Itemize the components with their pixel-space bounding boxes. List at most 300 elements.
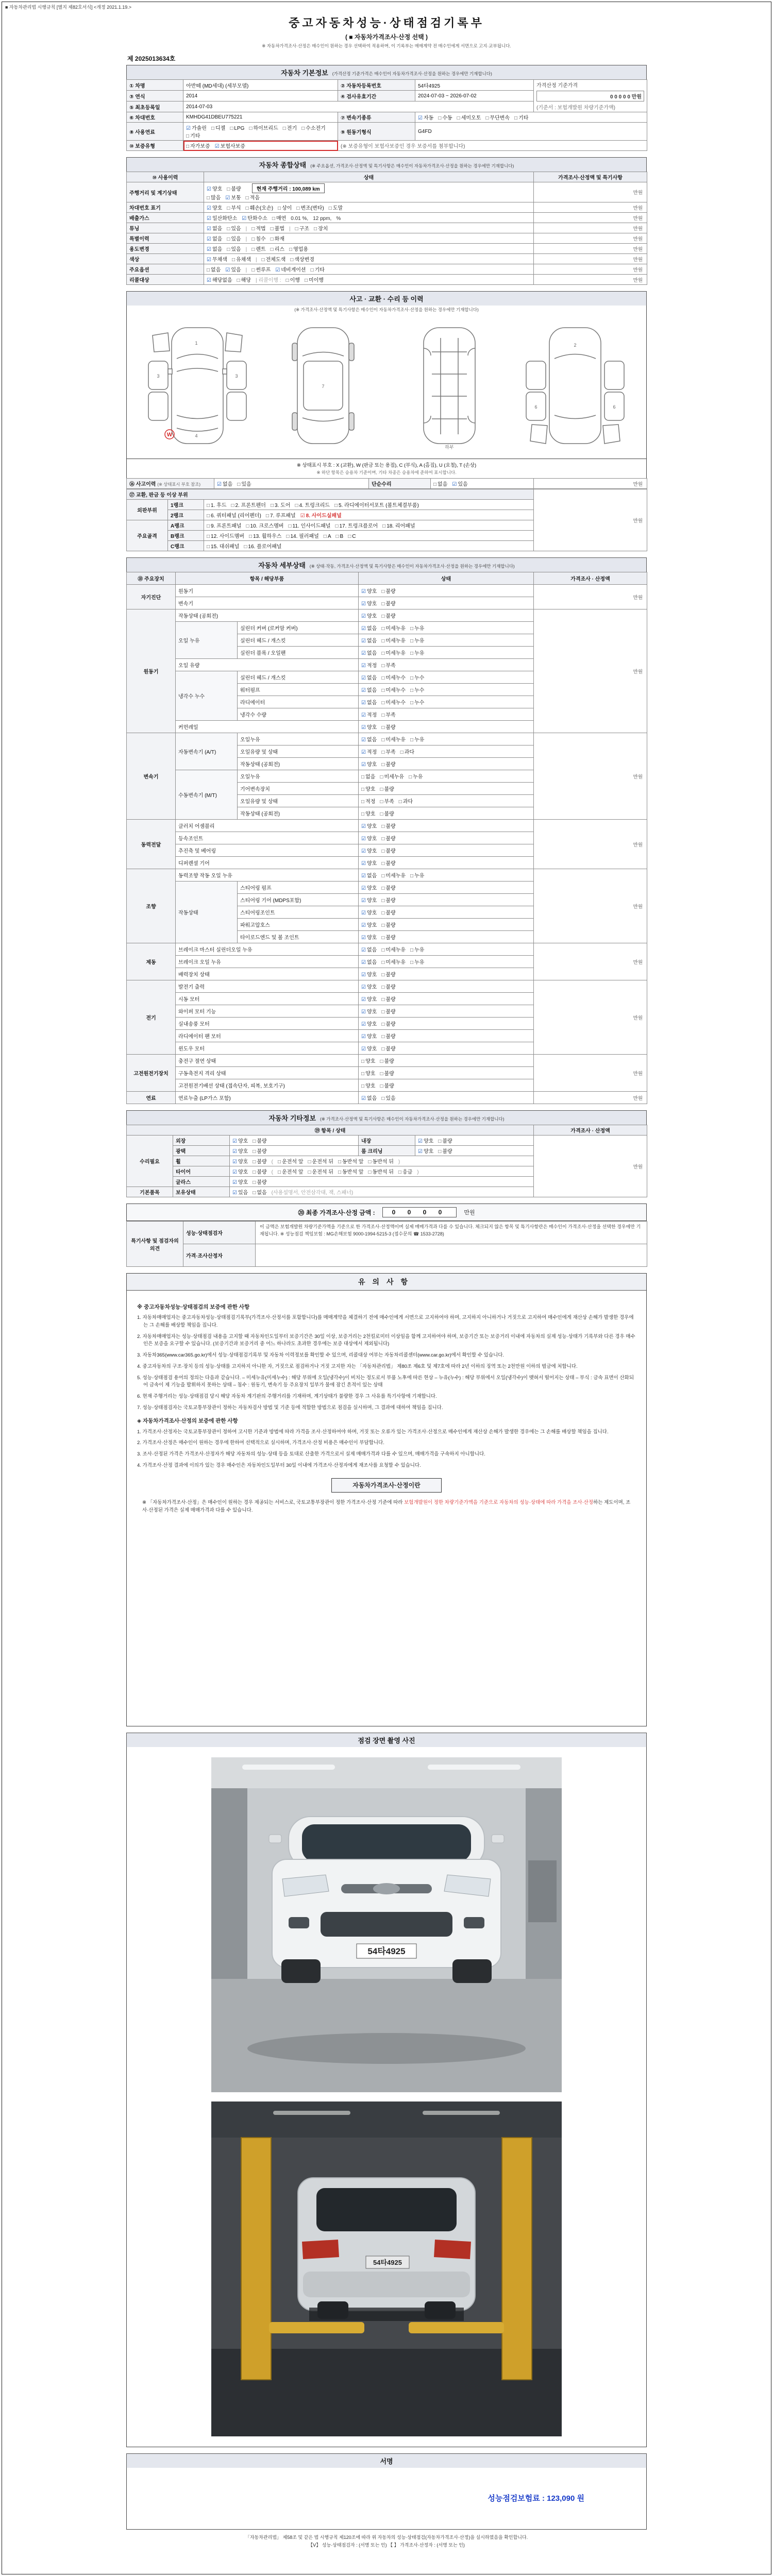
label: ⑩ 보증유형 bbox=[127, 141, 183, 151]
state bbox=[183, 123, 338, 141]
checkbox-mark: ☑ bbox=[361, 849, 366, 854]
state bbox=[230, 1146, 359, 1156]
group-label: 주요골격 bbox=[127, 520, 168, 551]
car-diagram-top bbox=[265, 320, 381, 456]
report-subtitle: ( ■ 자동차가격조사·산정 선택 ) bbox=[345, 33, 428, 41]
section-signature-title: 서명 bbox=[380, 2458, 393, 2465]
checkbox-option: ☑ 보통 bbox=[225, 195, 241, 201]
checkbox-option: □ 1. 후드 bbox=[207, 503, 227, 509]
checkbox-mark: ☑ bbox=[232, 1180, 237, 1185]
checkbox-mark: ☑ bbox=[361, 675, 366, 681]
checkbox-option: □ 불량 bbox=[380, 1071, 394, 1077]
checkbox-option: □ 미세누수 bbox=[381, 675, 406, 681]
label: 가격·조사산정자 bbox=[183, 1244, 256, 1267]
checkbox-option: ☑ 양호 bbox=[361, 923, 377, 928]
checkbox-mark: □ bbox=[270, 503, 274, 509]
checkbox-option: ☑ 있음 bbox=[232, 1190, 248, 1196]
checkbox-mark: □ bbox=[457, 115, 460, 121]
checkbox-mark: ☑ bbox=[207, 187, 211, 192]
checkbox-option: □ 누수 bbox=[410, 700, 425, 706]
accident-history-table bbox=[126, 478, 647, 489]
checkbox-mark: □ bbox=[438, 115, 442, 121]
checkbox-option: □ 장치 bbox=[314, 226, 328, 232]
checkbox-option: ☑ 양호 bbox=[232, 1159, 248, 1165]
checkbox-mark: □ bbox=[237, 278, 240, 283]
checkbox-option: ☑ 양호 bbox=[232, 1170, 248, 1175]
state bbox=[359, 622, 534, 634]
price: 만원 bbox=[534, 820, 647, 869]
label: 등속조인트 bbox=[176, 832, 359, 844]
svg-text:7: 7 bbox=[322, 384, 325, 389]
checkbox-option: □ 불량 bbox=[381, 824, 396, 829]
checkbox-mark: □ bbox=[381, 972, 385, 978]
checkbox-option: □ 미세누수 bbox=[381, 688, 406, 693]
label: ⑤ 최초등록일 bbox=[127, 101, 183, 112]
state bbox=[204, 244, 534, 254]
checkbox-option: □ 11. 인사이드패널 bbox=[288, 523, 331, 529]
checkbox-option: □ 적음 bbox=[245, 195, 260, 201]
checkbox-option: ☑ 없음 bbox=[361, 1096, 377, 1101]
checkbox-mark: ☑ bbox=[361, 713, 366, 718]
checkbox-mark: □ bbox=[334, 503, 338, 509]
checkbox-mark: □ bbox=[245, 206, 249, 211]
checkbox-option: □ 있음 bbox=[381, 1096, 396, 1101]
sub-label: 자동변속기 (A/T) bbox=[176, 733, 238, 770]
checkbox-option: ☑ 없음 bbox=[361, 638, 377, 644]
checkbox-option: □ 과다 bbox=[398, 799, 413, 805]
report-subtitle-note: ※ 자동차가격조사·산정은 매수인이 원하는 경우 선택하여 적용하며, 이 기록부는 매매계약 전 매수인에게 서면으로 고지·교부됩니다. bbox=[262, 43, 511, 48]
checkbox-mark: ☑ bbox=[361, 589, 366, 595]
state bbox=[359, 1030, 534, 1042]
checkbox-mark: ☑ bbox=[232, 1159, 237, 1165]
label: 오일누유 bbox=[238, 770, 359, 783]
section-basic-title: 자동차 기본정보 bbox=[281, 69, 328, 77]
checkbox-option: □ 불량 bbox=[253, 1139, 267, 1144]
checkbox-option: □ 불량 bbox=[381, 725, 396, 731]
checkbox-mark: ☑ bbox=[275, 267, 280, 273]
checkbox-option: □ 있음 bbox=[227, 236, 241, 242]
checkbox-option: □ 동반석 뒤 bbox=[368, 1159, 394, 1165]
checkbox-mark: ☑ bbox=[361, 626, 366, 632]
checkbox-mark: □ bbox=[251, 267, 255, 273]
checkbox-mark: □ bbox=[227, 187, 230, 192]
checkbox-option: ☑ 해당없음 bbox=[207, 278, 232, 283]
checkbox-option: □ 기타 bbox=[186, 133, 200, 139]
checkbox-option: □ 불량 bbox=[380, 1059, 394, 1064]
checkbox-option: □ 불량 bbox=[381, 997, 396, 1003]
checkbox-mark: □ bbox=[381, 985, 385, 990]
checkbox-mark: ☑ bbox=[361, 947, 366, 953]
label: 구동축전지 격리 상태 bbox=[176, 1067, 359, 1079]
checkbox-mark: ☑ bbox=[207, 216, 211, 222]
checkbox-option: ☑ 있음 bbox=[452, 482, 468, 487]
value: KMHDG41DBEU775221 bbox=[183, 112, 338, 123]
checkbox-option: □ 미세누유 bbox=[381, 651, 406, 656]
state bbox=[359, 943, 534, 956]
label: 윈도우 모터 bbox=[176, 1042, 359, 1055]
checkbox-option: □ 침수 bbox=[251, 236, 266, 242]
checkbox-mark: ☑ bbox=[361, 614, 366, 619]
signature-box bbox=[126, 2468, 647, 2530]
section-etc-info bbox=[126, 1110, 647, 1197]
checkbox-mark: □ bbox=[381, 947, 385, 953]
state bbox=[204, 510, 534, 520]
checkbox-mark: □ bbox=[381, 849, 385, 854]
state bbox=[359, 758, 534, 770]
state-code-legend: ※ 상태표시 부호 : X (교환), W (판금 또는 용접), C (부식), A (흠집), U (요철), T (손상) bbox=[126, 459, 647, 469]
checkbox-mark: ☑ bbox=[361, 960, 366, 965]
checkbox-mark: □ bbox=[361, 1083, 365, 1089]
price: 만원 bbox=[534, 585, 647, 609]
state bbox=[359, 1018, 534, 1030]
checkbox-option: □ 색상변경 bbox=[290, 257, 314, 263]
checkbox-mark: □ bbox=[380, 1083, 383, 1089]
label: 광택 bbox=[173, 1146, 230, 1156]
label: 튜닝 bbox=[127, 223, 204, 233]
checkbox-option: □ 없음 bbox=[433, 482, 448, 487]
checkbox-mark: □ bbox=[361, 1059, 365, 1064]
checkbox-option: □ 유채색 bbox=[231, 257, 251, 263]
checkbox-mark: □ bbox=[253, 1149, 256, 1155]
checkbox-mark: □ bbox=[381, 824, 385, 829]
checkbox-mark: □ bbox=[231, 257, 235, 263]
checkbox-option: □ 불량 bbox=[381, 886, 396, 891]
checkbox-option: ☑ 없음 bbox=[207, 247, 223, 252]
checkbox-option: □ 불량 bbox=[253, 1180, 267, 1185]
section-detail-header bbox=[126, 557, 647, 572]
inline-text: ) bbox=[417, 1170, 419, 1175]
checkbox-mark: □ bbox=[398, 799, 402, 805]
remark-text bbox=[256, 1244, 647, 1267]
checkbox-option: ☑ 양호 bbox=[361, 985, 377, 990]
checkbox-mark: ☑ bbox=[361, 725, 366, 731]
checkbox-mark: □ bbox=[301, 126, 305, 131]
state bbox=[359, 770, 534, 783]
section-etc-header bbox=[126, 1110, 647, 1125]
checkbox-mark: □ bbox=[227, 247, 230, 252]
section-accident-note: (※ 가격조사·산정액 및 특기사항은 매수인이 자동차가격조사·산정을 원하는 경우에만 기재합니다) bbox=[126, 306, 647, 314]
notice-item: 4. 중고자동차의 구조·장치 등의 성능·상태를 고지하지 아니한 자, 거짓으로 점검하거나 거짓 고지한 자는 「자동차관리법」 제80조 제6호 및 제7호에 따라 2년 이하의 징역 또는 2천만원 이하의 벌금에 처합니다. bbox=[137, 1363, 578, 1369]
label: 실린더 블록 / 오일팬 bbox=[238, 647, 359, 659]
group-label: 제동 bbox=[127, 943, 176, 980]
checkbox-mark: □ bbox=[398, 1170, 401, 1175]
checkbox-option: □ 미세누수 bbox=[381, 700, 406, 706]
checkbox-mark: □ bbox=[381, 725, 385, 731]
price: 만원 bbox=[534, 1055, 647, 1092]
column-header: ⑩ 사용이력 bbox=[127, 172, 204, 182]
checkbox-mark: □ bbox=[310, 267, 314, 273]
section-signature bbox=[126, 2453, 647, 2550]
checkbox-mark: □ bbox=[381, 713, 385, 718]
car-diagram-exploded-left bbox=[140, 320, 256, 456]
checkbox-mark: □ bbox=[246, 523, 249, 529]
checkbox-mark: ☑ bbox=[361, 935, 366, 941]
checkbox-option: □ LPG bbox=[230, 126, 245, 131]
checkbox-option: □ 불량 bbox=[381, 601, 396, 607]
checkbox-option: □ 7. 루프패널 bbox=[265, 513, 296, 519]
checkbox-mark: □ bbox=[253, 1159, 256, 1165]
checkbox-mark: □ bbox=[400, 750, 404, 755]
price-base-note: (기준서 : 보험개발원 차량기준가액) bbox=[536, 105, 616, 111]
checkbox-option: □ 16. 플로어패널 bbox=[244, 544, 282, 550]
state bbox=[359, 795, 534, 807]
checkbox-mark: ☑ bbox=[361, 1034, 366, 1040]
checkbox-mark: □ bbox=[261, 257, 265, 263]
column-header: 가격조사 · 산정액 bbox=[534, 572, 647, 585]
section-basic-info bbox=[126, 65, 647, 151]
checkbox-option: □ 응급 bbox=[398, 1170, 413, 1175]
checkbox-option: ☑ 없음 bbox=[361, 700, 377, 706]
notice-item: 1. 가격조사·산정자는 국토교통부장관이 정하여 고시한 기준과 방법에 따라 가격을 조사·산정하여야 하며, 거짓 또는 오류가 있는 가격조사·산정으로 매수인에게 재산상 손해가 발생한 경우에는 그 손해를 배상할 책임을 집니다. bbox=[137, 1429, 609, 1435]
checkbox-mark: ☑ bbox=[186, 126, 191, 131]
checkbox-mark: □ bbox=[282, 126, 286, 131]
checkbox-mark: □ bbox=[295, 503, 298, 509]
price: 만원 bbox=[534, 213, 647, 223]
checkbox-mark: □ bbox=[227, 236, 230, 242]
state bbox=[359, 634, 534, 647]
checkbox-mark: □ bbox=[328, 206, 332, 211]
state bbox=[230, 1177, 534, 1187]
checkbox-mark: □ bbox=[308, 1159, 311, 1165]
price-definition-paragraph bbox=[137, 1497, 636, 1516]
checkbox-option: □ 불량 bbox=[381, 762, 396, 768]
price: 만원 bbox=[534, 254, 647, 264]
label: 배력장치 상태 bbox=[176, 968, 359, 980]
checkbox-mark: □ bbox=[381, 737, 385, 743]
section-overall-condition bbox=[126, 157, 647, 285]
checkbox-option: □ 변조(변타) bbox=[296, 206, 324, 211]
warranty-note: (※ 보증유형이 보험사보증인 경우 보증서를 첨부합니다) bbox=[338, 141, 647, 151]
checkbox-option: □ 누유 bbox=[410, 626, 425, 632]
section-etc-note: (※ 가격조사·산정액 및 특기사항은 매수인이 자동차가격조사·산정을 원하는 경우에만 기재합니다) bbox=[320, 1116, 505, 1122]
price-base-label: 가격산정 기준가격 bbox=[536, 83, 578, 89]
checkbox-mark: □ bbox=[381, 651, 385, 656]
state bbox=[359, 647, 534, 659]
label: 커먼레일 bbox=[176, 721, 359, 733]
state-options bbox=[207, 187, 246, 192]
checkbox-mark: □ bbox=[207, 544, 210, 550]
checkbox-mark: ☑ bbox=[207, 236, 211, 242]
checkbox-option: □ 불량 bbox=[381, 972, 396, 978]
checkbox-mark: ☑ bbox=[361, 737, 366, 743]
checkbox-mark: □ bbox=[231, 503, 234, 509]
section-accident-header bbox=[126, 291, 647, 306]
checkbox-mark: □ bbox=[381, 861, 385, 867]
checkbox-option: □ 썬루프 bbox=[251, 267, 271, 273]
checkbox-mark: □ bbox=[186, 144, 190, 149]
checkbox-mark: □ bbox=[381, 663, 385, 669]
checkbox-option: □ B bbox=[335, 534, 344, 539]
checkbox-mark: □ bbox=[380, 1071, 383, 1077]
state bbox=[359, 906, 534, 919]
svg-text:W: W bbox=[166, 432, 173, 438]
checkbox-mark: ☑ bbox=[207, 226, 211, 232]
signature-legal-lines bbox=[126, 2534, 647, 2550]
final-price-value: 0 0 0 0 bbox=[382, 1207, 457, 1217]
checkbox-mark: □ bbox=[380, 799, 383, 805]
section-detail-title: 자동차 세부상태 bbox=[258, 562, 306, 569]
photo-front-view bbox=[211, 1757, 562, 2092]
label: ⑦ 변속기종류 bbox=[338, 112, 415, 123]
checkbox-option: □ 없음 bbox=[361, 774, 376, 780]
checkbox-mark: □ bbox=[433, 482, 437, 487]
checkbox-mark: □ bbox=[438, 1139, 442, 1144]
price: 만원 bbox=[534, 609, 647, 733]
checkbox-option: □ 수소전기 bbox=[301, 126, 326, 131]
rank-label: C랭크 bbox=[168, 541, 204, 551]
label: 특별이력 bbox=[127, 233, 204, 244]
notice-item: 2. 가격조사·산정은 매수인이 원하는 경우에 한하여 선택적으로 실시하며, 가격조사·산정 비용은 매수인이 부담합니다. bbox=[137, 1440, 384, 1446]
car-diagram-area bbox=[126, 314, 647, 459]
state bbox=[359, 609, 534, 622]
state bbox=[359, 721, 534, 733]
checkbox-option: □ 미세누유 bbox=[381, 626, 406, 632]
inline-text: | bbox=[245, 267, 247, 273]
state bbox=[359, 820, 534, 832]
checkbox-option: □ 세미오토 bbox=[457, 115, 481, 121]
label: 추진축 및 베어링 bbox=[176, 844, 359, 857]
checkbox-mark: □ bbox=[207, 513, 210, 519]
checkbox-mark: □ bbox=[361, 1071, 365, 1077]
column-header: 가격조사·산정액 및 특기사항 bbox=[534, 172, 647, 182]
checkbox-option: □ 양호 bbox=[361, 1071, 376, 1077]
checkbox-mark: □ bbox=[272, 216, 275, 222]
checkbox-option: □ 미세누유 bbox=[381, 947, 406, 953]
checkbox-mark: ☑ bbox=[207, 206, 211, 211]
checkbox-option: □ 미세누유 bbox=[381, 873, 406, 879]
checkbox-option: ☑ 있음 bbox=[225, 267, 241, 273]
checkbox-option: □ 미세누유 bbox=[381, 737, 406, 743]
checkbox-option: □ 불량 bbox=[227, 187, 241, 192]
label: 오일 유량 bbox=[176, 659, 359, 671]
checkbox-mark: ☑ bbox=[361, 1046, 366, 1052]
checkbox-mark: □ bbox=[278, 206, 281, 211]
checkbox-mark: □ bbox=[382, 523, 386, 529]
value: 2014-07-03 bbox=[183, 101, 534, 112]
checkbox-mark: □ bbox=[410, 651, 414, 656]
label: 룸 크리닝 bbox=[359, 1146, 415, 1156]
checkbox-mark: ☑ bbox=[361, 836, 366, 842]
label: 오일유량 및 상태 bbox=[238, 745, 359, 758]
remark-label: 특기사항 및 점검자의 의견 bbox=[127, 1222, 183, 1267]
checkbox-option: □ 4. 트렁크리드 bbox=[295, 503, 330, 509]
checkbox-mark: ☑ bbox=[361, 700, 366, 706]
checkbox-mark: □ bbox=[314, 226, 317, 232]
state bbox=[359, 1055, 534, 1067]
checkbox-option: ☑ 양호 bbox=[418, 1149, 434, 1155]
state bbox=[230, 1136, 359, 1146]
form-reference: ■ 자동차관리법 시행규칙 [별지 제82호서식] <개정 2021.1.19.> bbox=[5, 5, 131, 10]
inline-text: | bbox=[245, 247, 247, 252]
state bbox=[359, 931, 534, 943]
checkbox-option: □ 수동 bbox=[438, 115, 452, 121]
checkbox-mark: □ bbox=[381, 700, 385, 706]
checkbox-mark: □ bbox=[381, 886, 385, 891]
label: 보유상태 bbox=[173, 1187, 230, 1197]
state bbox=[230, 1166, 534, 1177]
checkbox-option: ☑ 양호 bbox=[361, 849, 377, 854]
checkbox-option: □ 리스 bbox=[270, 247, 285, 252]
checkbox-option: □ 미세누유 bbox=[381, 638, 406, 644]
label: 동력조향 작동 오일 누유 bbox=[176, 869, 359, 882]
label: 스티어링 펌프 bbox=[238, 882, 359, 894]
state bbox=[359, 894, 534, 906]
checkbox-option: □ 불량 bbox=[381, 1009, 396, 1015]
checkbox-option: □ 불량 bbox=[381, 1046, 396, 1052]
inspection-insurance-fee: 성능점검보험료 : 123,090 원 bbox=[488, 2494, 584, 2503]
checkbox-mark: □ bbox=[410, 626, 414, 632]
label: 실린더 커버 (로커암 커버) bbox=[238, 622, 359, 634]
checkbox-option: ☑ 양호 bbox=[361, 589, 377, 595]
price-definition-title: 자동차가격조사·산정이란 bbox=[331, 1478, 442, 1493]
checkbox-mark: ☑ bbox=[207, 247, 211, 252]
checkbox-mark: ☑ bbox=[361, 923, 366, 928]
checkbox-option: ☑ 양호 bbox=[232, 1149, 248, 1155]
group-label: 원동기 bbox=[127, 609, 176, 733]
checkbox-mark: □ bbox=[381, 638, 385, 644]
column-header: 항목 / 해당부품 bbox=[176, 572, 359, 585]
checkbox-mark: □ bbox=[207, 534, 210, 539]
checkbox-mark: ☑ bbox=[452, 482, 457, 487]
state bbox=[359, 1005, 534, 1018]
checkbox-mark: ☑ bbox=[361, 985, 366, 990]
checkbox-option: □ 전기 bbox=[282, 126, 297, 131]
checkbox-option: □ 없음 bbox=[207, 267, 221, 273]
checkbox-mark: □ bbox=[381, 601, 385, 607]
section-final-price bbox=[126, 1204, 647, 1267]
remark-table bbox=[126, 1221, 647, 1267]
price: 만원 bbox=[534, 275, 647, 285]
checkbox-option: □ 해당 bbox=[237, 278, 251, 283]
overall-condition-table bbox=[126, 172, 647, 285]
state-options bbox=[207, 193, 531, 201]
section-overall-header bbox=[126, 157, 647, 172]
checkbox-option: □ 있음 bbox=[227, 226, 241, 232]
checkbox-option: ☑ 없음 bbox=[361, 960, 377, 965]
section-accident-title: 사고 · 교환 · 수리 등 이력 bbox=[349, 295, 424, 303]
checkbox-option: □ 누유 bbox=[410, 960, 425, 965]
svg-text:2: 2 bbox=[574, 343, 577, 348]
checkbox-option: ☑ 없음 bbox=[361, 675, 377, 681]
section-overall-note: (※ 주요옵션, 가격조사·산정액 및 특기사항은 매수인이 자동차가격조사·산정을 원하는 경우에만 기재합니다) bbox=[310, 163, 514, 168]
checkbox-mark: □ bbox=[348, 534, 351, 539]
checkbox-mark: ☑ bbox=[361, 651, 366, 656]
checkbox-mark: □ bbox=[410, 638, 414, 644]
checkbox-option: □ 무단변속 bbox=[485, 115, 510, 121]
state bbox=[359, 1067, 534, 1079]
checkbox-option: □ 운전석 뒤 bbox=[308, 1159, 333, 1165]
checkbox-mark: □ bbox=[514, 115, 518, 121]
checkbox-mark: □ bbox=[380, 1059, 383, 1064]
checkbox-mark: □ bbox=[368, 1170, 372, 1175]
checkbox-mark: ☑ bbox=[361, 1022, 366, 1027]
price: 만원 bbox=[534, 733, 647, 820]
document-number: 제 2025013634호 bbox=[127, 55, 176, 62]
value: 2024-07-03 ~ 2026-07-02 bbox=[415, 91, 534, 101]
checkbox-option: □ 양호 bbox=[361, 811, 376, 817]
checkbox-option: □ 9. 프론트패널 bbox=[207, 523, 242, 529]
label: 원동기 bbox=[176, 585, 359, 597]
final-price-unit: 만원 bbox=[464, 1210, 475, 1216]
checkbox-mark: ☑ bbox=[361, 886, 366, 891]
checkbox-option: □ 불량 bbox=[253, 1170, 267, 1175]
checkbox-option: ☑ 양호 bbox=[361, 762, 377, 768]
checkbox-option: □ 도말 bbox=[328, 206, 343, 211]
checkbox-option: □ 13. 휠하우스 bbox=[249, 534, 282, 539]
column-header: 상태 bbox=[359, 572, 534, 585]
checkbox-mark: □ bbox=[381, 910, 385, 916]
checkbox-option: □ 누유 bbox=[409, 774, 423, 780]
